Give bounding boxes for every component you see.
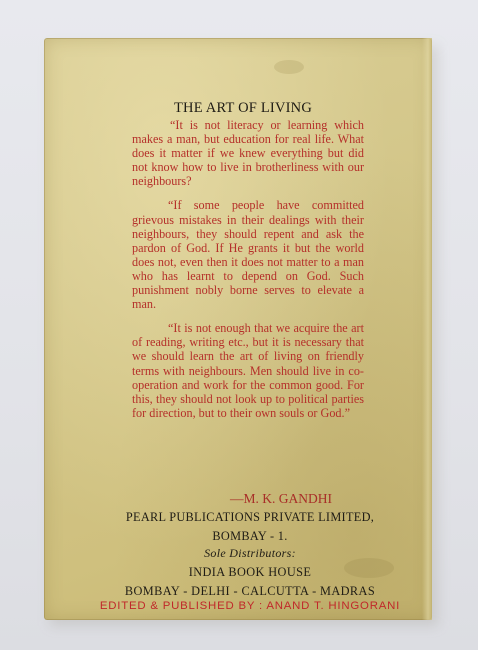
gandhi-quotes: [132, 118, 364, 422]
distributor-cities: BOMBAY - DELHI - CALCUTTA - MADRAS: [124, 584, 376, 598]
book-title: THE ART OF LIVING: [174, 100, 312, 116]
cover-stain: [274, 60, 304, 74]
publisher-block: [104, 510, 396, 544]
quote-paragraph: “It is not literacy or learning which makes a man, but education for real life. What does it matter if we knew everything but did not know how to live in brotherliness with our neighbours?: [132, 118, 364, 189]
distributors-label: Sole Distributors:: [204, 546, 296, 560]
editor-credit: EDITED & PUBLISHED BY : ANAND T. HINGORANI: [99, 600, 401, 612]
quote-paragraph: “If some people have committed grievous mistakes in their dealings with their neighbours, they should repent and ask the pardon of God. If He grants it but the world does not, even then it does not matter to a man who has learnt to depend on God. Such punishment nobly borne serves to elevate a man.: [132, 198, 364, 312]
book-back-cover: [44, 38, 432, 620]
distributor-name: INDIA BOOK HOUSE: [188, 565, 312, 579]
publisher-name: PEARL PUBLICATIONS PRIVATE LIMITED,: [125, 510, 375, 524]
quote-paragraph: “It is not enough that we acquire the art of reading, writing etc., but it is necessary that we should learn the art of living on friendly terms with neighbours. Men should live in co-operation and work for the common good. For this, they should not look up to political parties for direction, but to their own souls or God.”: [132, 321, 364, 420]
cover-edge: [422, 38, 432, 620]
publisher-city: BOMBAY - 1.: [212, 529, 288, 543]
distributors-block: [104, 546, 396, 599]
quote-attribution: —M. K. GANDHI: [230, 491, 332, 506]
